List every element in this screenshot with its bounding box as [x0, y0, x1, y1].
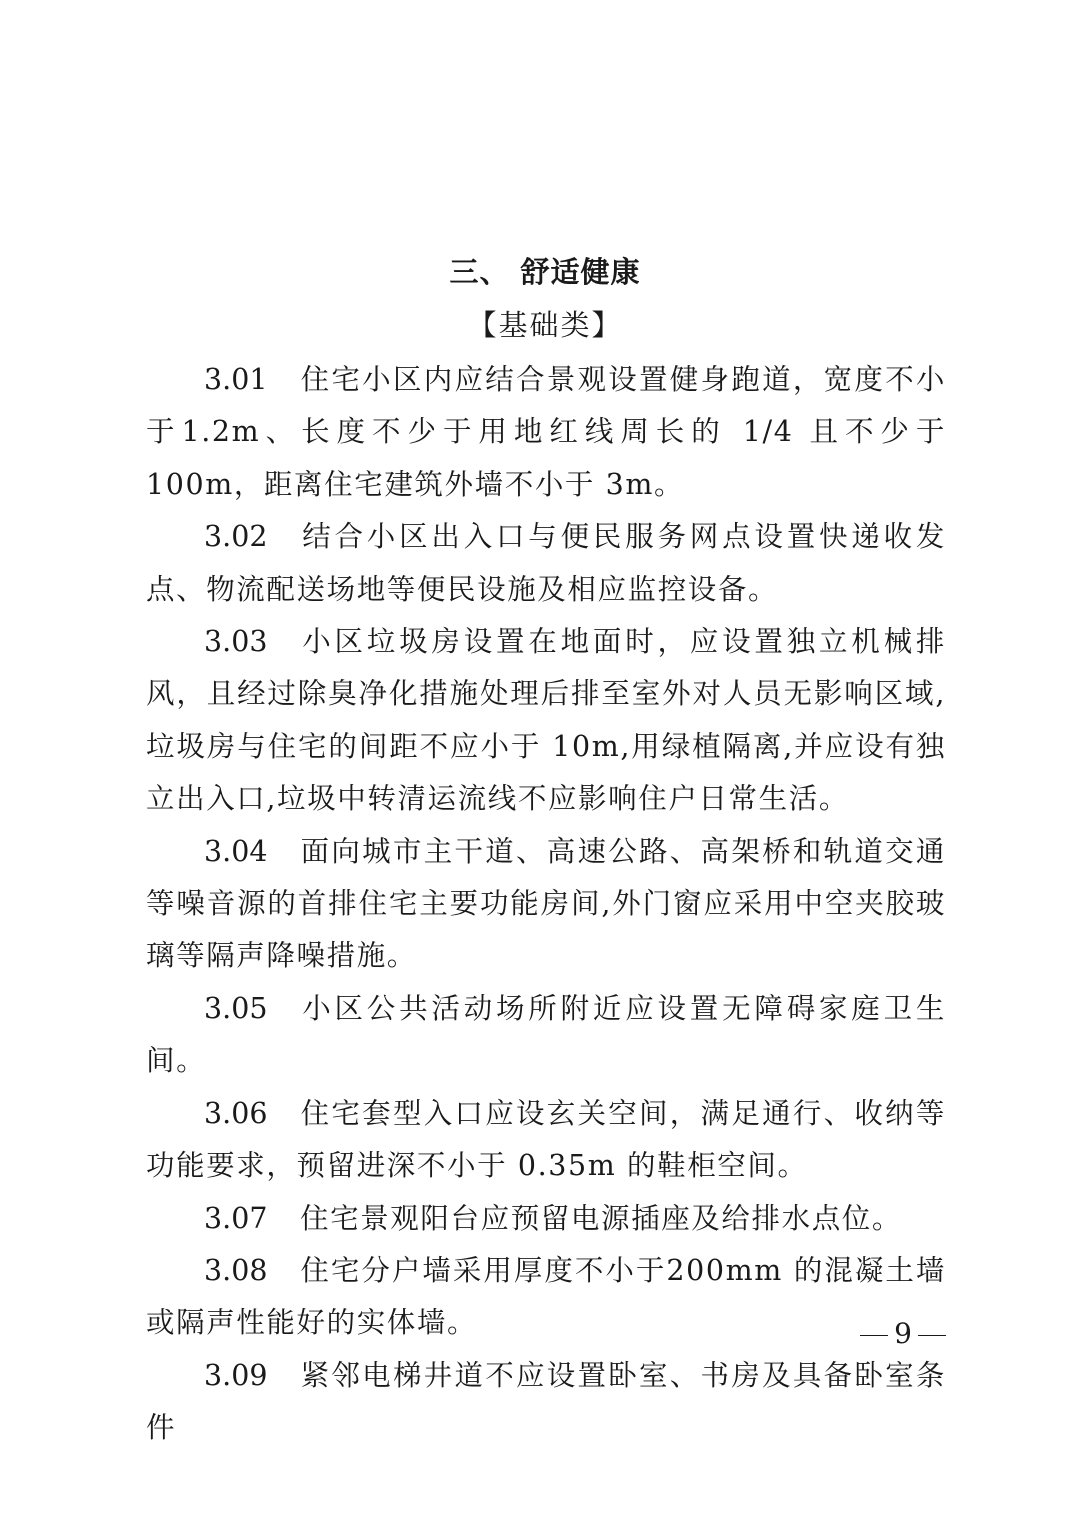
clause-3-08: [146, 1245, 946, 1350]
clause-number: 3.09: [204, 1358, 268, 1392]
clause-3-06: [146, 1088, 946, 1193]
page-footer: [860, 1314, 946, 1354]
clause-number: 3.05: [204, 991, 268, 1025]
category-heading: 【基础类】: [467, 308, 623, 342]
clause-text: 住宅套型入口应设玄关空间，满足通行、收纳等功能要求，预留进深不小于 0.35m 的鞋柜空间。: [146, 1096, 946, 1183]
clause-text: 住宅景观阳台应预留电源插座及给排水点位。: [300, 1201, 903, 1235]
clause-text: 住宅小区内应结合景观设置健身跑道，宽度不小于1.2m、长度不少于用地红线周长的 1/4 且不少于 100m，距离住宅建筑外墙不小于 3m。: [146, 363, 946, 501]
clause-3-02: [146, 511, 946, 616]
clause-3-01: [146, 354, 946, 511]
clause-3-04: [146, 826, 946, 983]
clause-3-07: [146, 1193, 946, 1245]
clause-3-09: [146, 1350, 946, 1455]
footer-dash-right: [918, 1335, 946, 1337]
clause-list: [146, 354, 946, 1455]
page-number: 9: [894, 1317, 912, 1350]
clause-text: 住宅分户墙采用厚度不小于200mm 的混凝土墙或隔声性能好的实体墙。: [146, 1253, 946, 1340]
clause-number: 3.06: [204, 1096, 268, 1130]
clause-text: 结合小区出入口与便民服务网点设置快递收发点、物流配送场地等便民设施及相应监控设备。: [146, 520, 946, 606]
clause-number: 3.07: [204, 1201, 268, 1235]
footer-dash-left: [860, 1335, 888, 1337]
clause-3-03: [146, 616, 946, 826]
clause-number: 3.02: [204, 520, 268, 554]
clause-number: 3.08: [204, 1253, 268, 1287]
clause-text: 紧邻电梯井道不应设置卧室、书房及具备卧室条件: [146, 1358, 946, 1445]
section-title: 三、 舒适健康: [449, 255, 641, 289]
clause-number: 3.04: [204, 834, 268, 868]
clause-text: 面向城市主干道、高速公路、高架桥和轨道交通等噪音源的首排住宅主要功能房间,外门窗应采用中空夹胶玻璃等隔声降噪措施。: [146, 834, 946, 973]
clause-text: 小区公共活动场所附近应设置无障碍家庭卫生间。: [146, 991, 946, 1078]
clause-number: 3.03: [204, 625, 268, 659]
clause-text: 小区垃圾房设置在地面时，应设置独立机械排风，且经过除臭净化措施处理后排至室外对人员无影响区域,垃圾房与住宅的间距不应小于 10m,用绿植隔离,并应设有独立出入口,垃圾中转清运流线不应影响住户日常生活。: [146, 625, 946, 816]
clause-number: 3.01: [204, 363, 268, 396]
clause-3-05: [146, 983, 946, 1088]
